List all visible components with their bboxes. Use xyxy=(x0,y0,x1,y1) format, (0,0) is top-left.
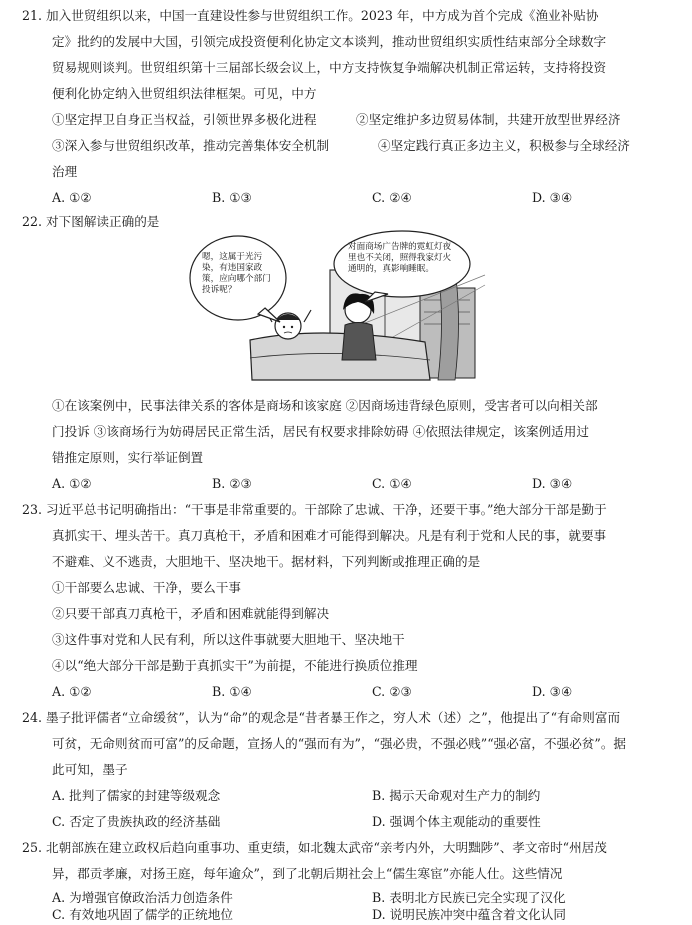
q21-stem-line: 贸易规则谈判。世贸组织第十三届部长级会议上，中方支持恢复争端解决机制正常运转，支持将投资 xyxy=(52,60,607,75)
q25-option-c[interactable]: C. 有效地巩固了儒学的正统地位 xyxy=(52,907,233,922)
q25-option-b[interactable]: B. 表明北方民族已完全实现了汉化 xyxy=(372,890,566,905)
q23-option-b[interactable]: B. ①④ xyxy=(212,684,252,699)
cartoon-illustration xyxy=(180,230,510,388)
q24-option-d[interactable]: D. 强调个体主观能动的重要性 xyxy=(372,814,541,829)
q22-option-a[interactable]: A. ①② xyxy=(52,476,92,491)
q21-item-4: ④坚定践行真正多边主义，积极参与全球经济 xyxy=(378,138,630,153)
q21-stem-line: 定》批约的发展中大国，引领完成投资便利化协定文本谈判，推动世贸组织实质性结束部分全球数字 xyxy=(52,34,607,49)
q24-option-b[interactable]: B. 揭示天命观对生产力的制约 xyxy=(372,788,541,803)
q21-item-3: ③深入参与世贸组织改革，推动完善集体安全机制 xyxy=(52,138,330,153)
q24-option-c[interactable]: C. 否定了贵族执政的经济基础 xyxy=(52,814,221,829)
q23-option-c[interactable]: C. ②③ xyxy=(372,684,412,699)
q23-item-4: ④以“绝大部分干部是勤于真抓实干”为前提，不能进行换质位推理 xyxy=(52,658,418,673)
q23-stem-line: 23. 习近平总书记明确指出：“干事是非常重要的。干部除了忠诚、干净，还要干事。”绝大部分干部是勤于 xyxy=(22,502,607,517)
q22-stem: 22. 对下图解读正确的是 xyxy=(22,214,160,229)
q25-option-d[interactable]: D. 说明民族冲突中蕴含着文化认同 xyxy=(372,907,566,922)
q25-option-a[interactable]: A. 为增强官僚政治活力创造条件 xyxy=(52,890,233,905)
q21-option-c[interactable]: C. ②④ xyxy=(372,190,412,205)
q21-item-1: ①坚定捍卫自身正当权益，引领世界多极化进程 xyxy=(52,112,317,127)
q21-option-a[interactable]: A. ①② xyxy=(52,190,92,205)
q21-option-d[interactable]: D. ③④ xyxy=(532,190,573,205)
q21-item-2: ②坚定维护多边贸易体制，共建开放型世界经济 xyxy=(356,112,621,127)
cartoon-bubble-right: 对面商场广告牌的霓虹灯夜里也不关闭，照得我家灯火通明的，真影响睡眠。 xyxy=(348,242,452,274)
q22-option-c[interactable]: C. ①④ xyxy=(372,476,412,491)
q23-item-2: ②只要干部真刀真枪干，矛盾和困难就能得到解决 xyxy=(52,606,330,621)
q24-stem-line: 24. 墨子批评儒者“立命缓贫”，认为“命”的观念是“昔者暴王作之，穷人术（述）之”，他提出了“有命则富而 xyxy=(22,710,621,725)
q23-option-d[interactable]: D. ③④ xyxy=(532,684,573,699)
q25-stem-line: 25. 北朝部族在建立政权后趋向重事功、重吏绩，如北魏太武帝“亲考内外，大明黜陟”、孝文帝时“州居茂 xyxy=(22,840,607,855)
q22-option-b[interactable]: B. ②③ xyxy=(212,476,252,491)
cartoon-bubble-left: 嗯，这属于光污染，有违国家政策，应向哪个部门投诉呢？ xyxy=(202,252,271,295)
q23-item-3: ③这件事对党和人民有利，所以这件事就要大胆地干、坚决地干 xyxy=(52,632,405,647)
q25-stem-line: 异，郡贡孝廉，对扬王庭，每年逾众”，到了北朝后期社会上“儒生寒宦”亦能人仕。这些情况 xyxy=(52,866,563,881)
q23-item-1: ①干部要么忠诚、干净，要么干事 xyxy=(52,580,241,595)
q24-stem-line: 可贫，无命则贫而可富”的反命题，宣扬人的“强而有为”，“强必贵，不强必贱”“强必富，不强必贫”。据 xyxy=(52,736,627,751)
q22-item-line: 错推定原则，实行举证倒置 xyxy=(52,450,204,465)
q24-option-a[interactable]: A. 批判了儒家的封建等级观念 xyxy=(52,788,221,803)
q24-stem-line: 此可知，墨子 xyxy=(52,762,128,777)
q22-option-d[interactable]: D. ③④ xyxy=(532,476,573,491)
q22-item-line: ①在该案例中，民事法律关系的客体是商场和该家庭 ②因商场违背绿色原则，受害者可以向相关部 xyxy=(52,398,598,413)
q21-stem-line: 21. 加入世贸组织以来，中国一直建设性参与世贸组织工作。2023 年，中方成为首个完成《渔业补贴协 xyxy=(22,8,599,23)
q22-item-line: 门投诉 ③该商场行为妨碍居民正常生活，居民有权要求排除妨碍 ④依照法律规定，该案例适用过 xyxy=(52,424,589,439)
q23-stem-line: 不避难、义不逃责，大胆地干、坚决地干。据材料，下列判断或推理正确的是 xyxy=(52,554,481,569)
q23-option-a[interactable]: A. ①② xyxy=(52,684,92,699)
q23-stem-line: 真抓实干、埋头苦干。真刀真枪干，矛盾和困难才可能得到解决。凡是有利于党和人民的事，就要事 xyxy=(52,528,607,543)
q21-option-b[interactable]: B. ①③ xyxy=(212,190,252,205)
q21-item-4-cont: 治理 xyxy=(52,164,78,179)
q21-stem-line: 便利化协定纳入世贸组织法律框架。可见，中方 xyxy=(52,86,317,101)
